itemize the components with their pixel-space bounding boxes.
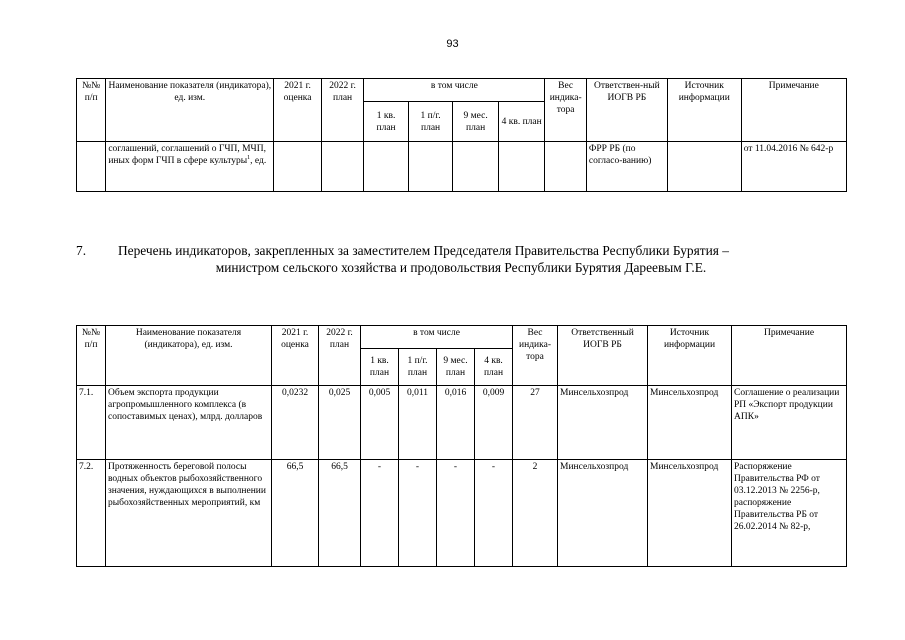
row-h1: 0,011 xyxy=(399,386,437,460)
header-name: Наименование показателя (индикатора), ед. изм. xyxy=(106,326,272,386)
row-responsible: Минсельхозпрод xyxy=(558,460,648,567)
row-num: 7.1. xyxy=(77,386,106,460)
header-weight: Вес индика-тора xyxy=(513,326,558,386)
header-q1: 1 кв. план xyxy=(364,102,409,142)
row-name: Объем экспорта продукции агропромышленного комплекса (в сопоставимых ценах), млрд. долларов xyxy=(106,386,272,460)
section-title-line2: министром сельского хозяйства и продовольствия Республики Бурятия Дареевым Г.Е. xyxy=(215,260,707,275)
header-q1: 1 кв. план xyxy=(361,349,399,386)
row-num: 7.2. xyxy=(77,460,106,567)
header-weight: Вес индика-тора xyxy=(545,79,586,142)
row-note: Соглашение о реализации РП «Экспорт продукции АПК» xyxy=(732,386,847,460)
header-9m: 9 мес. план xyxy=(437,349,475,386)
page-number: 93 xyxy=(446,38,459,50)
table-row xyxy=(77,460,847,567)
header-responsible: Ответствен-ный ИОГВ РБ xyxy=(586,79,667,142)
indicators-table-continued xyxy=(76,78,847,192)
header-note: Примечание xyxy=(741,79,846,142)
row-9m: 0,016 xyxy=(437,386,475,460)
header-9m: 9 мес. план xyxy=(453,102,499,142)
indicators-table-section-7 xyxy=(76,325,847,567)
row-2021: 66,5 xyxy=(272,460,319,567)
row-responsible: ФРР РБ (по согласо-ванию) xyxy=(586,142,667,192)
row-responsible: Минсельхозпрод xyxy=(558,386,648,460)
header-responsible: Ответственный ИОГВ РБ xyxy=(558,326,648,386)
row-9m: - xyxy=(437,460,475,567)
row-q1: - xyxy=(361,460,399,567)
header-including: в том числе xyxy=(361,326,513,349)
header-h1: 1 п/г. план xyxy=(408,102,453,142)
row-weight: 2 xyxy=(513,460,558,567)
header-2022: 2022 г. план xyxy=(319,326,361,386)
table-row xyxy=(77,386,847,460)
row-2022: 66,5 xyxy=(319,460,361,567)
row-note: от 11.04.2016 № 642-р xyxy=(741,142,846,192)
header-num: №№ п/п xyxy=(77,326,106,386)
header-note: Примечание xyxy=(732,326,847,386)
header-num: №№ п/п xyxy=(77,79,106,142)
header-2021: 2021 г. оценка xyxy=(272,326,319,386)
row-num xyxy=(77,142,106,192)
row-weight: 27 xyxy=(513,386,558,460)
section-number: 7. xyxy=(76,243,87,258)
row-name: Протяженность береговой полосы водных объектов рыбохозяйственного значения, нуждающихся в выполнении рыбохозяйственных мероприятий, км xyxy=(106,460,272,567)
row-q4: 0,009 xyxy=(475,386,513,460)
header-source: Источник информации xyxy=(667,79,741,142)
section-title-line1: Перечень индикаторов, закрепленных за заместителем Председателя Правительства Республики Бурятия – xyxy=(118,243,729,258)
row-q4: - xyxy=(475,460,513,567)
header-q4: 4 кв. план xyxy=(498,102,545,142)
row-2022: 0,025 xyxy=(319,386,361,460)
row-source: Минсельхозпрод xyxy=(648,386,732,460)
header-including: в том числе xyxy=(364,79,545,102)
header-2022: 2022 г. план xyxy=(321,79,363,142)
row-2021: 0,0232 xyxy=(272,386,319,460)
header-name: Наименование показателя (индикатора), ед. изм. xyxy=(106,79,274,142)
header-source: Источник информации xyxy=(648,326,732,386)
row-source: Минсельхозпрод xyxy=(648,460,732,567)
header-h1: 1 п/г. план xyxy=(399,349,437,386)
row-h1: - xyxy=(399,460,437,567)
header-2021: 2021 г. оценка xyxy=(274,79,322,142)
header-q4: 4 кв. план xyxy=(475,349,513,386)
row-note: Распоряжение Правительства РФ от 03.12.2013 № 2256-р, распоряжение Правительства РБ от 26.02.2014 № 82-р, xyxy=(732,460,847,567)
row-name: соглашений, соглашений о ГЧП, МЧП, иных форм ГЧП в сфере культуры$^1$, ед. xyxy=(106,142,274,192)
row-q1: 0,005 xyxy=(361,386,399,460)
